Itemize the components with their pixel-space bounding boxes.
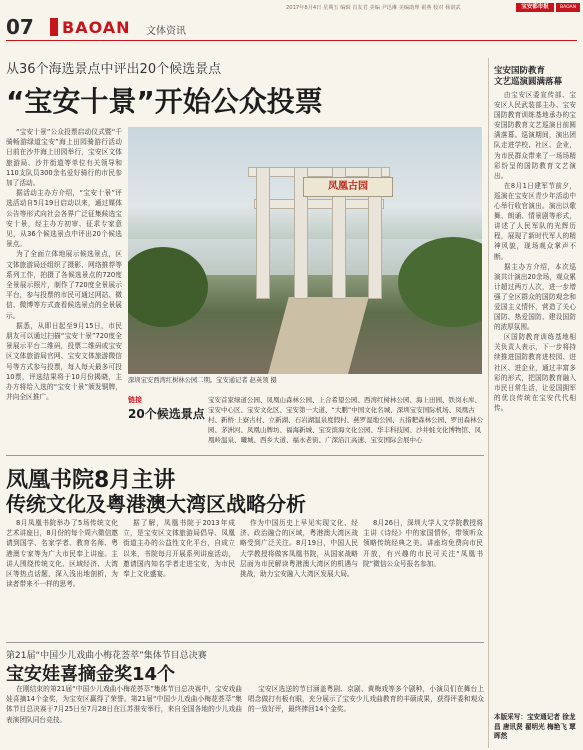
sidebar-body	[494, 90, 576, 708]
sidebar-kicker: 宝安国防教育	[494, 66, 546, 76]
candidate-list: 宝安首家绿道公园、凤凰山森林公园、上合希望公园、西湾红树林公园、海上田园、铁岗水库、宝安中心区、宝安文化区、宝安第一大道、“大鹏”中国文化名城、深圳宝安国际机场、凤凰古村、新桥·上寮古村、立新湖、石岩湖温泉度假村、燕罗湿地公园、五指耙森林公园、罗田森林公园、茅洲河、凤凰山牌坊、福海新城、宝安滨海文化公园、华丰科技园、沙井蚝文化博物馆、凤凰岭温泉、曦城、西乡大道、福永老街、广深沿江高速、宝安国际会展中心	[208, 396, 484, 444]
article2-title-line2: 传统文化及粤港澳大湾区战略分析	[6, 492, 306, 516]
article2-column4	[363, 518, 483, 638]
article3-column2	[248, 684, 484, 748]
photo-caption: 深圳宝安西湾红树林公园二期。宝安通记者 赵英领 摄	[128, 377, 277, 384]
paragraph: 8月26日，深圳大学人文学院教授将主讲《诗经》中的家国情怀，带领听众领略传统经典之美。讲座均免费向市民开放，有兴趣的市民可关注“凤凰书院”微信公众号报名参加。	[363, 519, 483, 568]
gate-sign: 凤凰古园	[303, 177, 393, 197]
paragraph: 据主办方介绍，本次巡演共计演出20余场，观众累计超过两万人次，进一步增强了全区群众的国防观念和爱国主义情怀，营造了关心国防、热爱国防、建设国防的浓厚氛围。	[494, 262, 576, 332]
masthead-rule	[6, 40, 577, 41]
article3-column1	[6, 684, 242, 748]
article2-title-line1: 凤凰书院8月主讲	[6, 468, 176, 493]
paragraph: 由宝安区委宣传部、宝安区人民武装部主办、宝安国防教育训练基地承办的宝安国防教育文艺巡演日前圆满落幕。巡演期间，演出团队走进学校、社区、企业，为市民群众带来了一场场精彩纷呈的国防教育文艺演出。	[494, 91, 576, 180]
paragraph: 据悉，从即日起至9月15日，市民朋友可以通过扫描“宝安十景”720度全景展示平台二维码，投票二维码或宝安区文体旅游局官网、宝安文体旅游微信号等方式参与投票，每人每天最多可投10票，评选结果将于10月份揭晓，主办方将给入选的“宝安十景”颁发铜牌，并向全区推广。	[6, 321, 122, 402]
masthead-accent-bar	[50, 18, 58, 36]
article2-column3	[240, 518, 358, 638]
page-masthead	[6, 15, 581, 41]
article2-column1	[6, 518, 118, 638]
gate-beam	[254, 199, 384, 209]
paragraph: 作为中国历史上早见实现文化、经济、政治融合的区域，粤港澳大湾区战略受到广泛关注。8月19日，中国人民大学教授将做客凤凰书院，从国家战略层面为市民解读粤港澳大湾区的机遇与挑战，助力宝安融入大湾区发展大局。	[240, 519, 358, 579]
paragraph: 在刚结束的第21届“中国少儿戏曲小梅花荟萃”集体节目总决赛中，宝安戏曲娃喜摘14个金奖，为宝安区赢得了荣誉。第21届“中国少儿戏曲小梅花荟萃”集体节目总决赛于7月25日至7月28日在江苏淮安举行，来自全国各地的少儿戏曲表演团队同台竞技。	[6, 685, 242, 724]
article1-title: “宝安十景”开始公众投票	[6, 85, 323, 118]
paragraph: 据了解，凤凰书院于2013年成立，是宝安区文体旅游局倡导、凤凰街道主办的公益性文化平台，自成立以来，书院每月开展系列讲座活动，邀请国内知名学者走进宝安，为市民奉上文化盛宴。	[123, 519, 235, 579]
article3-subtitle: 第21届“中国少儿戏曲小梅花荟萃”集体节目总决赛	[6, 651, 207, 661]
newspaper-logo: 宝安都市报	[516, 3, 554, 12]
top-meta-bar	[0, 0, 583, 14]
photo-path	[267, 297, 368, 374]
sidebar-title: 文艺巡演圆满落幕	[494, 77, 563, 87]
link-label: 链接	[128, 396, 142, 404]
paragraph: 区国防教育训练基地相关负责人表示，下一步将持续推进国防教育进校园、进社区、进企业，通过丰富多彩的形式，把国防教育融入市民日常生活，让爱国拥军的优良传统在宝安代代相传。	[494, 333, 576, 412]
section-name: 文体资讯	[146, 26, 186, 37]
scenic-photo	[128, 127, 482, 374]
newspaper-logo-en: BAOAN	[556, 3, 580, 12]
section-divider	[6, 642, 484, 643]
article1-subtitle: 从36个海选景点中评出20个候选景点	[6, 62, 222, 77]
issue-meta: 2017年8月4日 星期五 编辑 肖友君 美编 尹迅琳 美编助理 翟燕 校对 杨润武	[286, 5, 461, 11]
article1-column1	[6, 127, 122, 453]
photo-gate	[248, 149, 388, 299]
paragraph: 为了全面立体地展示候选景点，区文体旅游局还组织了摄影、网络推荐等系列工作，拍摄了各候选景点的720度全景展示照片，制作了720度全景展示平台，参与投票的市民可通过网站、微信、微博等方式查看候选景点的全景展示。	[6, 250, 122, 320]
paragraph: 宝安区选送的节目涵盖粤剧、京剧、黄梅戏等多个剧种，小演员们在舞台上唱念做打有板有眼，充分展示了宝安少儿戏曲教育的丰硕成果，获得评委和观众的一致好评，最终捧回14个金奖。	[248, 685, 484, 714]
photo-tree	[128, 247, 208, 327]
article2-column2	[123, 518, 235, 638]
paragraph: “宝安十景”公众投票启动仪式暨“千骑畅游绿道宝安”海上田园骑游行活动日前在沙井海上田园举行，宝安区文体旅游局、沙井街道等单位有关领导和110支队员300余名爱好骑行的市民参加了活动。	[6, 128, 122, 188]
byline-credit: 本版采写：宝安通记者 徐龙昌 唐讯贤 翟明光 梅艳飞 覃晖然	[494, 713, 576, 740]
paragraph: 在8月1日建军节前夕，巡演在宝安区青少年活动中心举行收官演出。演出以歌舞、朗诵、情景剧等形式，讲述了人民军队的光辉历程，展现了新时代军人的精神风貌，现场观众掌声不断。	[494, 181, 576, 261]
paragraph: 8月凤凰书院举办了5场传统文化艺术讲座日，8月份的每个周六微信邀请到国学、名家学者、教育名师、粤港澳专家等为广大市民奉上讲座。主讲人围绕传统文化、区域经济、大湾区等热点话题，深入浅出地剖析，为读者带来不一样的思考。	[6, 519, 118, 589]
section-divider	[6, 455, 484, 456]
page-number: 07	[6, 15, 34, 39]
article3-title: 宝安娃喜摘金奖14个	[6, 664, 176, 685]
gate-pillar	[256, 167, 270, 299]
edition-name: BAOAN	[62, 18, 131, 37]
candidate-title: 20个候选景点	[128, 407, 205, 421]
paragraph: 据活动主办方介绍，“宝安十景”评选活动自5月19日启动以来，通过媒体公告等形式向社会各界广泛征集候选宝安十景，经主办方初审、征求专家意见，从36个候选景点中评出20个候选景点。	[6, 189, 122, 249]
